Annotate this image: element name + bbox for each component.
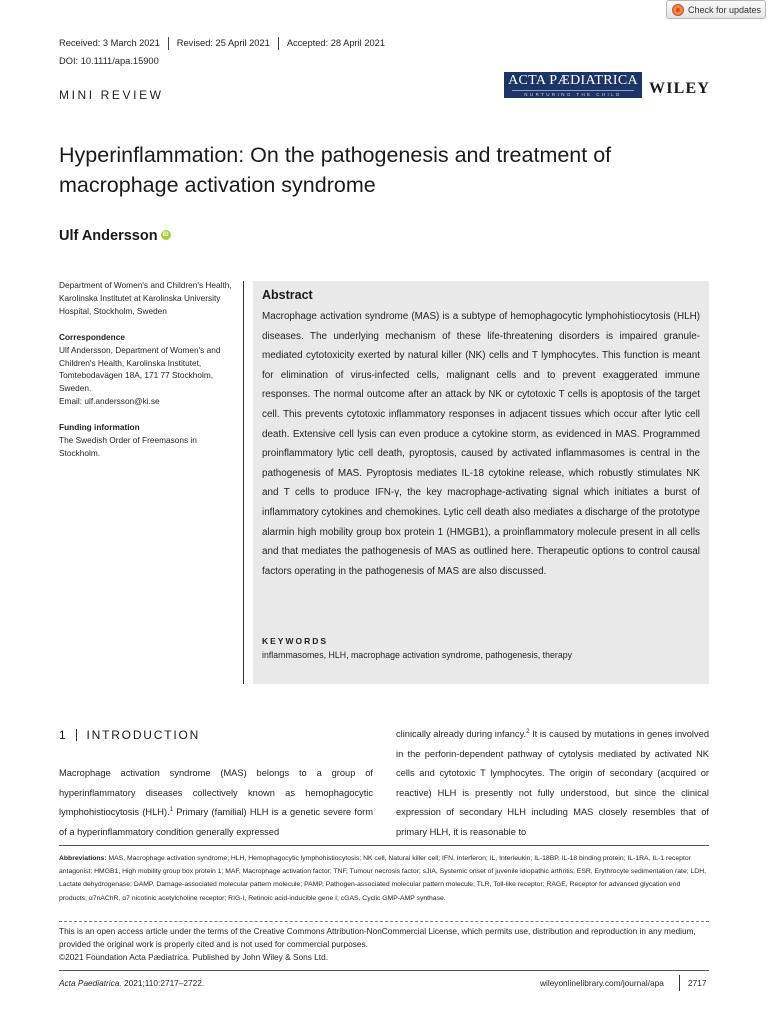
divider — [168, 37, 169, 50]
page-number: 2717 — [688, 978, 707, 988]
license-text: This is an open access article under the terms of the Creative Commons Attribution-NonCommercial License, which permits use, distribution and reproduction in any medium, provided the original work is properly cited and is not used for commercial purposes. — [59, 926, 696, 950]
abstract-heading: Abstract — [262, 288, 313, 302]
accepted-date: Accepted: 28 April 2021 — [286, 37, 386, 48]
divider — [278, 37, 279, 50]
citation-ref[interactable]: 1 — [169, 807, 174, 814]
body-text: It is caused by mutations in genes involved in the perforin-dependent pathway of cytolysis mediated by activated NK cells and cytotoxic T lymphocytes. The origin of secondary (acquired or reactive) HLH is presently not fully understood, but since the clinical expression of secondary HLH including MAS closely resembles that of primary HLH, it is reasonable to — [396, 729, 709, 837]
copyright-text: ©2021 Foundation Acta Pædiatrica. Published by John Wiley & Sons Ltd. — [59, 952, 329, 963]
section-title: INTRODUCTION — [86, 728, 201, 742]
footer-rule — [59, 970, 709, 971]
citation-ref[interactable]: 2 — [526, 728, 530, 735]
journal-name-italic: Acta Paediatrica. — [59, 978, 122, 988]
correspondence-email[interactable]: Email: ulf.andersson@ki.se — [59, 396, 160, 407]
correspondence-heading: Correspondence — [59, 331, 125, 342]
orcid-icon[interactable]: iD — [162, 232, 169, 239]
received-date: Received: 3 March 2021 — [59, 37, 160, 48]
article-info-sidebar — [59, 279, 239, 473]
article-dates — [59, 37, 385, 50]
affiliation: Department of Women's and Children's Health, Karolinska Institutet at Karolinska University Hospital, Stockholm, Sweden — [59, 280, 232, 316]
check-for-updates-button[interactable] — [666, 0, 766, 19]
abbreviations-heading: Abbreviations: — [59, 855, 107, 862]
author-name[interactable]: Ulf Andersson — [59, 228, 158, 244]
correspondence-block — [59, 331, 239, 408]
section-number: 1 — [59, 728, 68, 742]
article-title: Hyperinflammation: On the pathogenesis and treatment of macrophage activation syndrome — [59, 143, 612, 197]
keywords-list: inflammasomes, HLH, macrophage activation syndrome, pathogenesis, therapy — [262, 650, 573, 660]
abstract-box — [253, 281, 709, 684]
body-text: clinically already during infancy. — [396, 729, 527, 739]
abbreviations — [59, 852, 709, 905]
revised-date: Revised: 25 April 2021 — [176, 37, 270, 48]
funding-block — [59, 421, 239, 460]
publisher-logo: WILEY — [649, 80, 711, 97]
check-for-updates-label: Check for updates — [688, 5, 762, 15]
doi[interactable]: DOI: 10.1111/apa.15900 — [59, 56, 159, 66]
journal-name: ACTA PÆDIATRICA — [508, 73, 638, 88]
journal-tagline: NURTURING THE CHILD — [512, 90, 634, 97]
body-text: Primary (familial) HLH is a genetic severe form of a hyperinflammatory condition generally expressed — [59, 807, 373, 837]
funding-heading: Funding information — [59, 422, 140, 433]
journal-logo — [504, 72, 642, 98]
abbreviations-text: MAS, Macrophage activation syndrome; HLH, Hemophagocytic lymphohistiocytosis; NK cell, Natural killer cell; IFN, Interferon; IL, Interleukin; IL-18BP, IL-18 binding protein; IL-1RA, IL-1 receptor antagonist; HMGB1, High mobility group box protein 1; MAF, Macrophage activation factor; TNF, Tumour necrosis factor; sJIA, Systemic onset of juvenile idiopathic arthritis; ESR, Erythrocyte sedimentation rate; LDH, Lactate dehydrogenase; DAMP, Damage-associated molecular pattern molecule; PAMP, Pathogen-associated molecular pattern molecule; TLR, Toll-like receptor; RAGE, Receptor for advanced glycation end products; α7nAChR, α7 nicotinic acetylcholine receptor; RIG-I, Retinoic acid-inducible gene I; cGAS, Cyclic GMP-AMP synthase. — [59, 855, 706, 902]
author-line — [59, 228, 171, 244]
crossmark-icon — [672, 4, 684, 16]
keywords-heading: KEYWORDS — [262, 636, 329, 646]
section-label: MINI REVIEW — [59, 88, 164, 102]
body-column-right — [396, 725, 709, 843]
footnote-rule — [59, 845, 709, 846]
correspondence-address: Ulf Andersson, Department of Women's and Children's Health, Karolinska Institutet, Tomtebodavägen 18A, 171 77 Stockholm, Sweden. — [59, 344, 221, 394]
body-column-left — [59, 764, 373, 842]
citation-details: 2021;110:2717–2722. — [121, 978, 205, 988]
dashed-rule — [59, 921, 709, 922]
license-block — [59, 925, 709, 965]
journal-url[interactable]: wileyonlinelibrary.com/journal/apa — [540, 978, 664, 988]
section-heading — [59, 728, 200, 742]
funding-text: The Swedish Order of Freemasons in Stockholm. — [59, 435, 197, 458]
citation-line — [59, 978, 204, 988]
body-text: Macrophage activation syndrome (MAS) belongs to a group of hyperinflammatory diseases collectively known as hemophagocytic lymphohistiocytosis (HLH). — [59, 768, 373, 818]
divider — [679, 975, 680, 991]
sidebar-divider — [243, 281, 244, 684]
divider — [76, 729, 77, 741]
abstract-text: Macrophage activation syndrome (MAS) is a subtype of hemophagocytic lymphohistiocytosis (HLH) diseases. The underlying mechanism of these life-threatening disorders is impaired granule-mediated cytotoxicity exerted by natural killer (NK) cells and T lymphocytes. This function is meant for elimination of virus-infected cells, malignant cells and to prevent exaggerated immune responses. The normal outcome after an attack by NK or cytotoxic T cells is apoptosis of the target cell. This prevents cytotoxic inflammatory responses in adjacent tissues which occur after lytic cell death. Extensive cell lysis can even produce a cytokine storm, as evidenced in MAS. Programmed proinflammatory lytic cell death, pyroptosis, caused by activated inflammasomes is central in the pathogenesis of MAS. Pyroptosis mediates IL-18 cytokine release, which robustly stimulates NK and T cells to produce IFN-γ, the key macrophage-activating signal which initiates a burst of inflammatory cytokines and chemokines. Lytic cell death also mediates a discharge of the prototype alarmin high mobility group box protein 1 (HMGB1), a proinflammatory molecule present in all cells and that mediates the pathogenesis of MAS as outlined here. Therapeutic options to control causal factors operating in the pathogenesis of MAS are also discussed. — [262, 311, 700, 577]
